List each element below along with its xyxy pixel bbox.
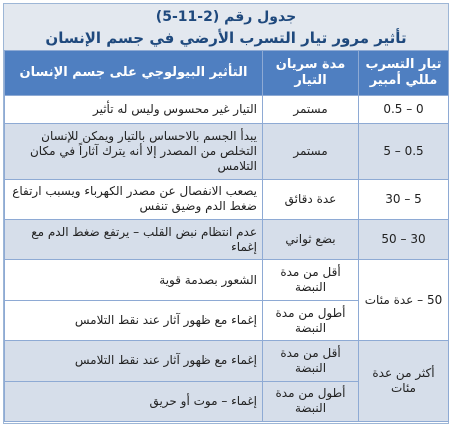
current-cell: 0.5 – 5 — [359, 124, 449, 180]
effect-cell: إغماء مع ظهور آثار عند نقط التلامس — [5, 300, 263, 340]
current-cell-merged: 50 – عدة مئات — [359, 260, 449, 341]
duration-cell: بضع ثواني — [263, 220, 359, 260]
table-row — [5, 260, 449, 300]
effect-cell: الشعور بصدمة قوية — [5, 260, 263, 300]
effect-cell: التيار غير محسوس وليس له تأثير — [5, 96, 263, 124]
duration-cell: عدة دقائق — [263, 179, 359, 219]
duration-cell: أطول من مدة النبضة — [263, 381, 359, 421]
duration-cell: أقل من مدة النبضة — [263, 260, 359, 300]
effect-cell: يصعب الانفصال عن مصدر الكهرباء ويسبب ارتفاع ضغط الدم وضيق تنفس — [5, 179, 263, 219]
table-row — [5, 96, 449, 124]
current-cell: 30 – 50 — [359, 220, 449, 260]
table-row — [5, 124, 449, 180]
table-row — [5, 179, 449, 219]
table-number: جدول رقم (2-11-5) — [155, 9, 297, 25]
duration-cell: أقل من مدة النبضة — [263, 341, 359, 381]
table-header-row — [5, 51, 449, 96]
duration-cell: مستمر — [263, 124, 359, 180]
duration-cell: أطول من مدة النبضة — [263, 300, 359, 340]
header-current: تيار التسرب مللي أمبير — [359, 51, 449, 96]
effect-cell: إغماء – موت أو حريق — [5, 381, 263, 421]
effect-cell: إغماء مع ظهور آثار عند نقط التلامس — [5, 341, 263, 381]
effect-cell: يبدأ الجسم بالاحساس بالتيار ويمكن للإنسان التخلص من المصدر إلا أنه يترك آثاراً في مكان التلامس — [5, 124, 263, 180]
current-cell: 0 – 0.5 — [359, 96, 449, 124]
header-effect: التأثير البيولوجي على جسم الإنسان — [5, 51, 263, 96]
effect-cell: عدم انتظام نبض القلب – يرتفع ضغط الدم مع إغماء — [5, 220, 263, 260]
current-cell: 5 – 30 — [359, 179, 449, 219]
table-row — [5, 341, 449, 381]
table-row — [5, 220, 449, 260]
current-cell-merged: أكثر من عدة مئات — [359, 341, 449, 422]
duration-cell: مستمر — [263, 96, 359, 124]
table-title: تأثير مرور تيار التسرب الأرضي في جسم الإنسان — [45, 29, 407, 47]
leakage-current-table — [4, 50, 449, 422]
table-caption — [4, 4, 448, 50]
header-duration: مدة سريان التيار — [263, 51, 359, 96]
